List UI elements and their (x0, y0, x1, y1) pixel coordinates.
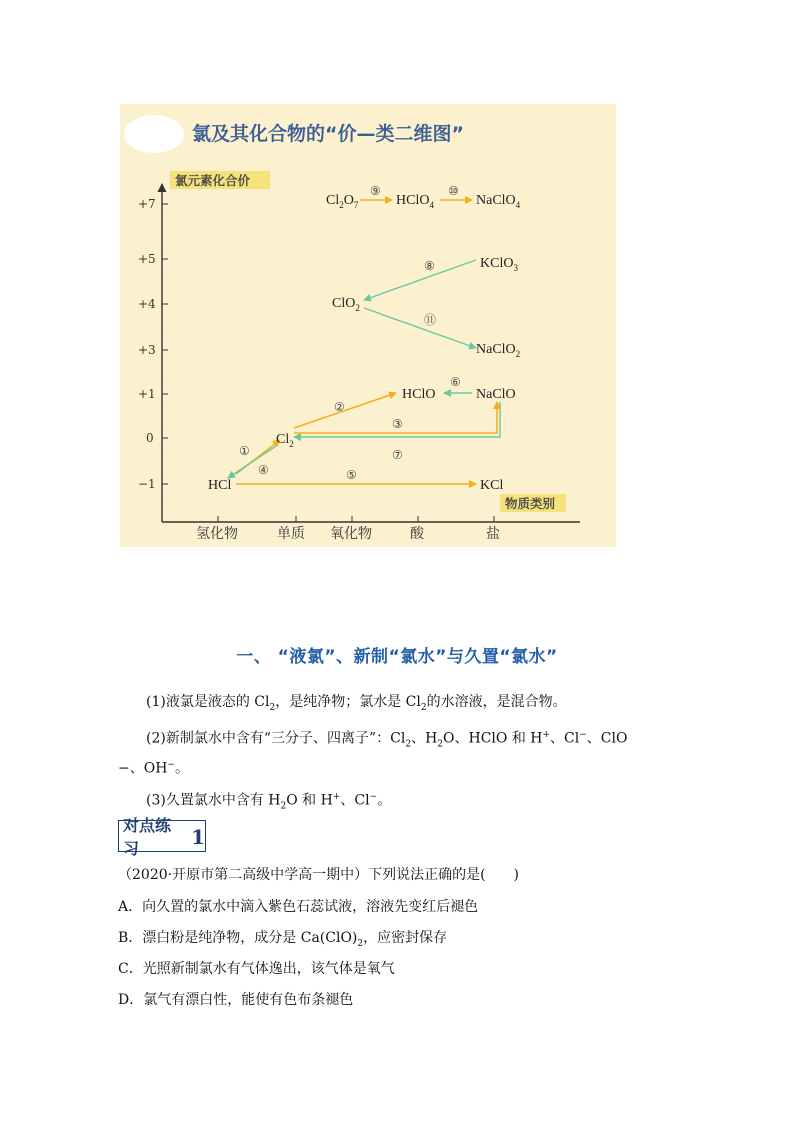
option-c: C．光照新制氯水有气体逸出，该气体是氧气 (118, 961, 395, 977)
species-naclo2: NaClO$_2$ (476, 342, 521, 359)
y-tick-label: +5 (138, 252, 156, 266)
y-tick-label: +1 (138, 387, 156, 401)
x-category-label: 酸 (410, 526, 424, 542)
y-tick-label: −1 (138, 477, 156, 491)
practice-label: 对点练习 (123, 816, 172, 858)
paragraph-2-continued: −、OH−。 (118, 760, 189, 777)
x-category-label: 盐 (486, 526, 500, 542)
species-clo2: ClO$_2$ (332, 296, 360, 313)
step-1: ① (239, 444, 250, 458)
section-heading: 一、 “液氯”、新制“氯水”与久置“氯水” (236, 647, 558, 667)
step-9: ⑨ (370, 184, 381, 198)
species-hclo4: HClO$_4$ (396, 193, 434, 210)
step-3: ③ (392, 417, 403, 431)
step-8: ⑧ (424, 259, 435, 273)
step-4: ④ (258, 463, 269, 477)
species-cl2: $Cl_2$ (276, 432, 294, 449)
diagram-title: 氯及其化合物的“价—类二维图” (192, 123, 464, 145)
y-tick-label: +4 (138, 297, 156, 311)
option-d: D．氯气有漂白性，能使有色布条褪色 (118, 992, 354, 1008)
reaction-arrows (228, 200, 500, 484)
step-5: ⑤ (346, 468, 357, 482)
x-category-label: 氧化物 (330, 526, 372, 542)
species-hclo: HClO (402, 387, 436, 402)
x-category-label: 单质 (277, 526, 305, 542)
arrow-2 (294, 393, 396, 428)
option-a: A．向久置的氯水中滴入紫色石蕊试液，溶液先变红后褪色 (118, 899, 479, 915)
species-kclo3: KClO$_3$ (480, 256, 518, 273)
corner-blob (124, 115, 184, 153)
diagram-canvas (120, 104, 616, 547)
paragraph-2: (2)新制氯水中含有“三分子、四离子”：$Cl_2$、$H_2O$、HClO 和 H+、Cl−、ClO (146, 730, 628, 750)
y-ticks (138, 197, 168, 491)
paragraph-3: (3)久置氯水中含有 $H_2O$ 和 H+、Cl−。 (146, 792, 392, 812)
y-tick-label: 0 (146, 431, 154, 445)
step-2: ② (334, 400, 345, 414)
x-axis-name: 物质类别 (505, 496, 556, 511)
arrow-11 (364, 308, 476, 348)
step-10: ⑩ (448, 184, 459, 198)
species-cl2o7: $Cl_2O_7$ (326, 193, 359, 210)
species-hcl: HCl (208, 478, 232, 493)
valence-class-diagram (120, 104, 616, 547)
y-tick-label: +3 (138, 343, 156, 357)
species-labels (208, 193, 521, 493)
species-kcl: KCl (480, 478, 504, 493)
question-stem: （2020·开原市第二高级中学高一期中）下列说法正确的是( ) (118, 867, 520, 883)
x-category-label: 氢化物 (196, 526, 238, 542)
step-7: ⑦ (392, 448, 403, 462)
species-naclo4: NaClO$_4$ (476, 193, 521, 210)
practice-number: 1 (191, 825, 205, 849)
step-11: ⑪ (424, 313, 437, 327)
arrow-8 (364, 260, 476, 300)
species-naclo: NaClO (476, 387, 516, 402)
practice-badge (118, 816, 206, 858)
step-6: ⑥ (450, 375, 461, 389)
x-categories (196, 516, 500, 542)
y-tick-label: +7 (138, 197, 156, 211)
y-axis-name: 氯元素化合价 (175, 173, 251, 188)
option-b: B．漂白粉是纯净物，成分是 $Ca(ClO)_2$，应密封保存 (118, 930, 448, 949)
paragraph-1: (1)液氯是液态的 $Cl_2$，是纯净物；氯水是 $Cl_2$的水溶液，是混合物。 (146, 694, 567, 713)
arrow-4 (228, 446, 276, 478)
